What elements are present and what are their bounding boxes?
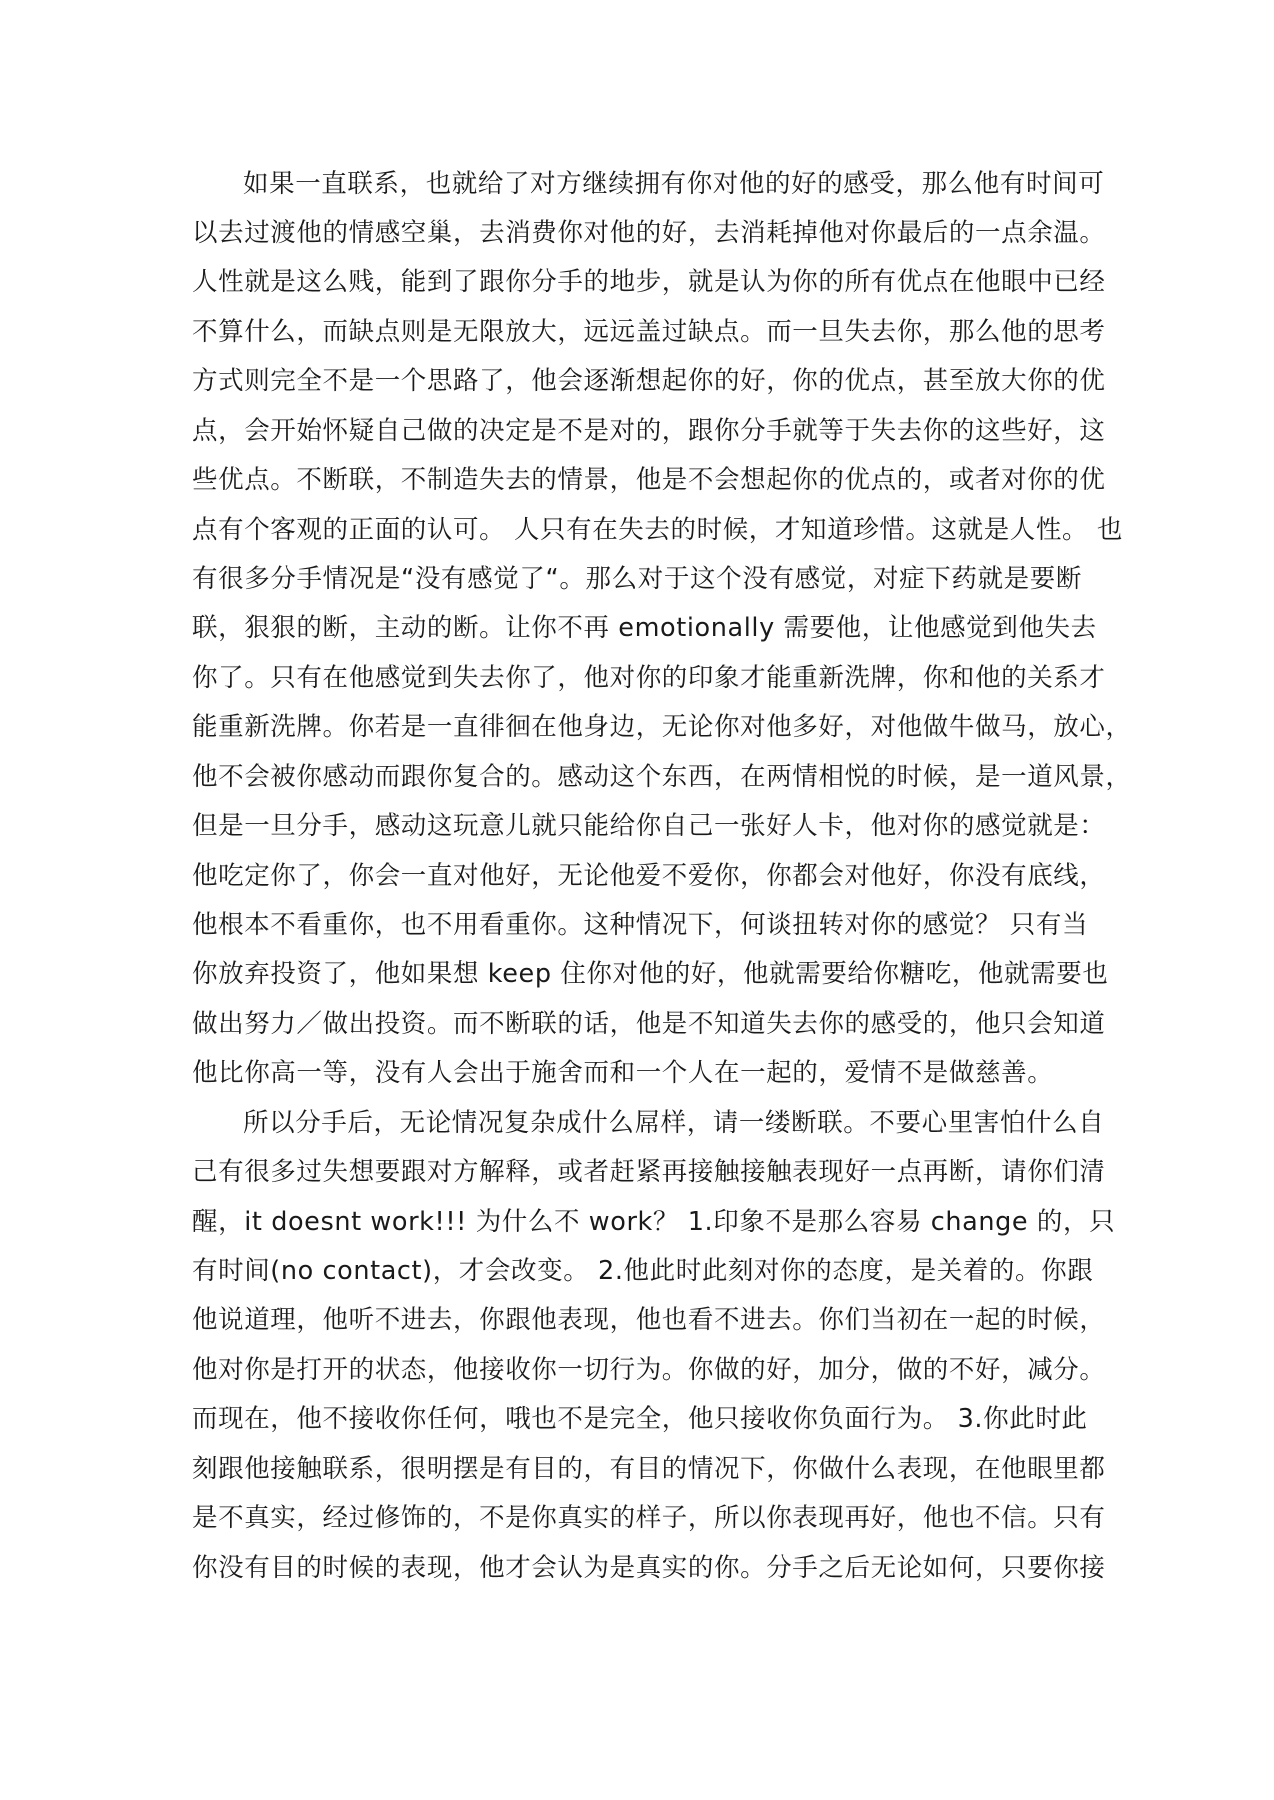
text-line: 他对你是打开的状态，他接收你一切行为。你做的好，加分，做的不好，减分。 xyxy=(192,1355,1106,1385)
text-line: 所以分手后，无论情况复杂成什么屌样，请一缕断联。不要心里害怕什么自 xyxy=(243,1108,1105,1138)
text-line: 有很多分手情况是“没有感觉了“。那么对于这个没有感觉，对症下药就是要断 xyxy=(192,564,1082,594)
text-line: 有时间(no contact)，才会改变。 2.他此时此刻对你的态度，是关着的。你跟 xyxy=(192,1256,1094,1286)
text-line: 刻跟他接触联系，很明摆是有目的，有目的情况下，你做什么表现，在他眼里都 xyxy=(192,1454,1106,1484)
text-line: 他吃定你了，你会一直对他好，无论他爱不爱你，你都会对他好，你没有底线， xyxy=(192,861,1106,891)
text-line: 但是一旦分手，感动这玩意儿就只能给你自己一张好人卡，他对你的感觉就是： xyxy=(192,811,1106,841)
text-line: 方式则完全不是一个思路了，他会逐渐想起你的好，你的优点，甚至放大你的优 xyxy=(192,366,1106,396)
text-line: 点有个客观的正面的认可。 人只有在失去的时候，才知道珍惜。这就是人性。 也 xyxy=(192,515,1123,545)
text-line: 他根本不看重你，也不用看重你。这种情况下，何谈扭转对你的感觉？ 只有当 xyxy=(192,910,1089,940)
text-line: 如果一直联系，也就给了对方继续拥有你对他的好的感受，那么他有时间可 xyxy=(243,169,1105,199)
text-line: 他说道理，他听不进去，你跟他表现，他也看不进去。你们当初在一起的时候， xyxy=(192,1305,1106,1335)
text-line: 你放弃投资了，他如果想 keep 住你对他的好，他就需要给你糖吃，他就需要也 xyxy=(192,959,1109,989)
text-line: 人性就是这么贱，能到了跟你分手的地步，就是认为你的所有优点在他眼中已经 xyxy=(192,267,1106,297)
text-line: 能重新洗牌。你若是一直徘徊在他身边，无论你对他多好，对他做牛做马，放心， xyxy=(192,712,1132,742)
text-line: 点，会开始怀疑自己做的决定是不是对的，跟你分手就等于失去你的这些好，这 xyxy=(192,416,1106,446)
text-line: 他比你高一等，没有人会出于施舍而和一个人在一起的，爱情不是做慈善。 xyxy=(192,1058,1054,1088)
text-line: 而现在，他不接收你任何，哦也不是完全，他只接收你负面行为。 3.你此时此 xyxy=(192,1404,1088,1434)
text-line: 以去过渡他的情感空巢，去消费你对他的好，去消耗掉他对你最后的一点余温。 xyxy=(192,218,1106,248)
text-line: 醒，it doesnt work!!! 为什么不 work？ 1.印象不是那么容易 change 的，只 xyxy=(192,1207,1116,1237)
text-line: 些优点。不断联，不制造失去的情景，他是不会想起你的优点的，或者对你的优 xyxy=(192,465,1106,495)
text-line: 不算什么，而缺点则是无限放大，远远盖过缺点。而一旦失去你，那么他的思考 xyxy=(192,317,1106,347)
text-line: 联，狠狠的断，主动的断。让你不再 emotionally 需要他，让他感觉到他失去 xyxy=(192,613,1097,643)
text-line: 己有很多过失想要跟对方解释，或者赶紧再接触接触表现好一点再断，请你们清 xyxy=(192,1157,1106,1187)
text-line: 他不会被你感动而跟你复合的。感动这个东西，在两情相悦的时候，是一道风景， xyxy=(192,762,1132,792)
text-line: 是不真实，经过修饰的，不是你真实的样子，所以你表现再好，他也不信。只有 xyxy=(192,1503,1106,1533)
text-line: 做出努力／做出投资。而不断联的话，他是不知道失去你的感受的，他只会知道 xyxy=(192,1009,1106,1039)
text-line: 你了。只有在他感觉到失去你了，他对你的印象才能重新洗牌，你和他的关系才 xyxy=(192,663,1106,693)
text-line: 你没有目的时候的表现，他才会认为是真实的你。分手之后无论如何，只要你接 xyxy=(192,1553,1106,1583)
